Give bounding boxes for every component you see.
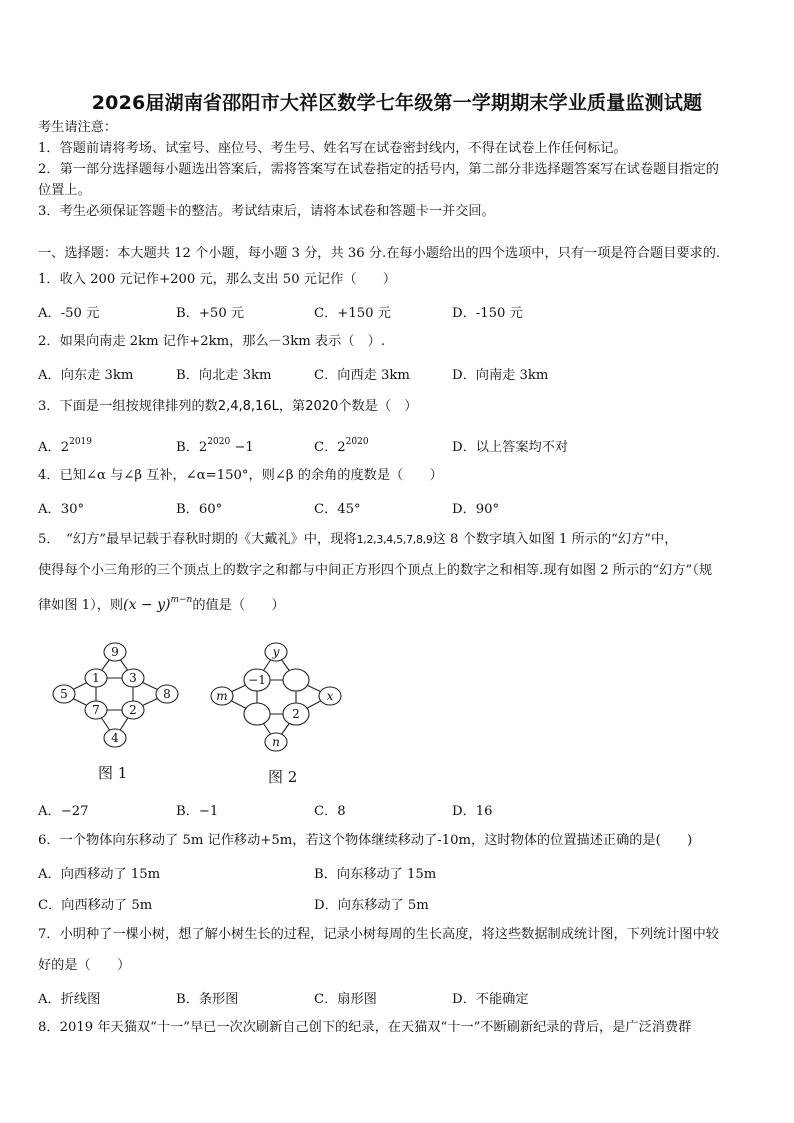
fig2-node-top: y (272, 645, 280, 659)
q4-option-c: C．45° (314, 502, 361, 517)
q4-option-a: A．30° (38, 502, 85, 517)
q7-option-c: C．扇形图 (314, 992, 377, 1007)
q5-stem-post: 这 8 个数字填入如图 1 所示的“幻方”中， (432, 532, 678, 547)
q5-number-list: 1,2,3,4,5,7,8,9 (356, 533, 433, 546)
q7-option-d: D．不能确定 (452, 992, 529, 1007)
fig1-node-tr: 3 (129, 671, 137, 685)
q2-option-c: C．向西走 3km (314, 368, 410, 383)
q5-option-a: A．−27 (38, 804, 89, 819)
fig1-node-right: 8 (163, 687, 171, 701)
fig2-node-br: 2 (292, 707, 300, 721)
q3-option-c-base: 2 (337, 440, 346, 455)
fig1-node-tl: 1 (92, 671, 100, 685)
q3-stem-pre: 3．下面是一组按规律排列的数 (38, 399, 218, 414)
q4-option-d: D．90° (452, 502, 500, 517)
q3-option-b-label: B． (176, 440, 199, 455)
q2-stem: 2．如果向南走 2km 记作+2km，那么－3km 表示（ ）. (38, 334, 386, 349)
q4-option-b: B．60° (176, 502, 223, 517)
figure-2-caption: 图 2 (268, 768, 298, 786)
q6-option-d: D．向东移动了 5m (314, 898, 429, 913)
q6-option-c: C．向西移动了 5m (38, 898, 153, 913)
q5-stem-line-2: 使得每个小三角形的三个顶点上的数字之和都与中间正方形四个顶点上的数字之和相等.现有如图 2 所示的“幻方”（规 (38, 563, 713, 578)
q3-option-c-label: C． (314, 440, 338, 455)
q6-option-a: A．向西移动了 15m (38, 867, 161, 882)
q1-option-b: B．+50 元 (176, 306, 245, 321)
q2-option-b: B．向北走 3km (176, 368, 272, 383)
q7-stem-line-2: 好的是（ ） (38, 958, 131, 973)
fig2-node-left: m (216, 689, 228, 703)
q4-stem: 4．已知∠α 与∠β 互补，∠α=150°，则∠β 的余角的度数是（ ） (38, 468, 443, 483)
fig1-node-left: 5 (60, 687, 68, 701)
q1-option-a: A．-50 元 (38, 306, 100, 321)
q5-option-b: B．−1 (176, 804, 219, 819)
q3-stem (38, 398, 417, 416)
q5-exponent: m−n (170, 595, 193, 605)
q3-option-a-exp: 2019 (69, 437, 93, 447)
fig2-node-right: x (326, 689, 334, 703)
notice-item-2: 2．第一部分选择题每小题选出答案后，需将答案写在试卷指定的括号内，第二部分非选择题答案写在试卷题目指定的 (38, 162, 719, 177)
notice-item-1: 1．答题前请将考场、试室号、座位号、考生号、姓名写在试卷密封线内，不得在试卷上作任何标记。 (38, 141, 627, 156)
q6-option-b: B．向东移动了 15m (314, 867, 437, 882)
fig1-node-bl: 7 (92, 703, 100, 717)
fig2-node-tl: −1 (248, 673, 266, 687)
magic-square-figure-2 (200, 636, 360, 756)
section-heading: 一、选择题：本大题共 12 个小题，每小题 3 分，共 36 分.在每小题给出的四个选项中，只有一项是符合题目要求的. (38, 246, 721, 261)
notice-heading: 考生请注意： (38, 120, 118, 135)
q3-option-b-tail: −1 (230, 440, 254, 455)
q3-option-b-exp: 2020 (207, 437, 231, 447)
q5-stem-line-1 (38, 531, 677, 549)
q5-stem-pre: 5． “幻方”最早记载于春秋时期的《大戴礼》中，现将 (38, 532, 357, 547)
q1-stem: 1．收入 200 元记作+200 元，那么支出 50 元记作（ ） (38, 272, 397, 287)
q3-index: 2020 (305, 399, 339, 414)
fig1-node-top: 9 (111, 645, 119, 659)
q5-stem-l3-pre: 律如图 1），则 (38, 598, 124, 613)
q7-option-b: B．条形图 (176, 992, 239, 1007)
fig1-node-br: 2 (129, 703, 137, 717)
q5-expression: (x − y) (123, 597, 171, 613)
figure-1-caption: 图 1 (98, 764, 128, 782)
q2-option-d: D．向南走 3km (452, 368, 549, 383)
q3-option-a-base: 2 (60, 440, 70, 455)
q3-option-d: D．以上答案均不对 (452, 440, 569, 455)
q3-option-a (38, 436, 92, 455)
q3-option-b (176, 436, 254, 455)
q3-stem-mid: ，第 (278, 399, 306, 414)
q7-option-a: A．折线图 (38, 992, 101, 1007)
q1-option-c: C．+150 元 (314, 306, 391, 321)
q5-stem-line-3 (38, 596, 285, 615)
q5-option-c: C．8 (314, 804, 346, 819)
q5-option-d: D．16 (452, 804, 493, 819)
q8-stem: 8．2019 年天猫双“十一”早已一次次刷新自己创下的纪录，在天猫双“十一”不断刷新纪录的背后，是广泛消费群 (38, 1020, 692, 1035)
notice-item-3: 3．考生必须保证答题卡的整洁。考试结束后，请将本试卷和答题卡一并交回。 (38, 204, 495, 219)
q3-stem-post: 个数是（ ） (338, 399, 418, 414)
q6-stem: 6．一个物体向东移动了 5m 记作移动+5m，若这个物体继续移动了-10m，这时物体的位置描述正确的是( ) (38, 833, 693, 848)
q3-option-c (314, 436, 369, 455)
page-title: 2026届湖南省邵阳市大祥区数学七年级第一学期期末学业质量监测试题 (91, 92, 703, 114)
q3-option-b-base: 2 (198, 440, 208, 455)
q3-option-a-label: A． (38, 440, 61, 455)
fig2-node-bottom: n (272, 735, 280, 749)
q3-option-c-exp: 2020 (345, 437, 369, 447)
q5-stem-l3-post: 的值是（ ） (192, 598, 285, 613)
fig1-node-bottom: 4 (111, 731, 119, 745)
notice-item-2-cont: 位置上。 (38, 183, 91, 198)
magic-square-figure-1 (44, 636, 194, 756)
q7-stem-line-1: 7．小明种了一棵小树，想了解小树生长的过程，记录小树每周的生长高度，将这些数据制成统计图，下列统计图中较 (38, 927, 719, 942)
q3-sequence: 2,4,8,16L (217, 399, 279, 414)
q1-option-d: D．-150 元 (452, 306, 523, 321)
q2-option-a: A．向东走 3km (38, 368, 134, 383)
